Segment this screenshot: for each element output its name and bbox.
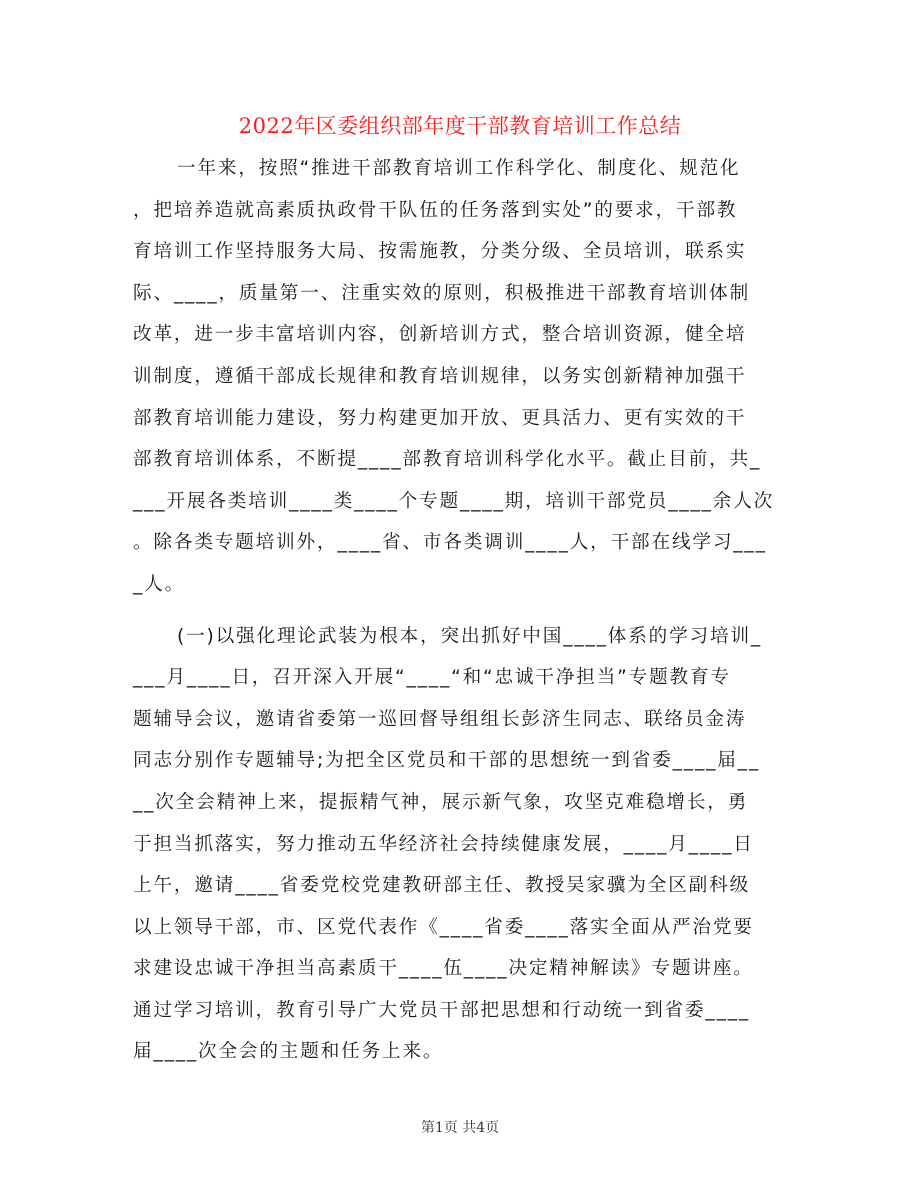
paragraph-gap xyxy=(133,606,793,616)
text-line: _人。 xyxy=(133,573,186,595)
text-line: 于担当抓落实，努力推动五华经济社会持续健康发展，____月____日 xyxy=(133,833,754,855)
text-line: 同志分别作专题辅导;为把全区党员和干部的思想统一到省委____届__ xyxy=(133,750,760,772)
text-line: 以上领导干部，市、区党代表作《____省委____落实全面从严治党要 xyxy=(133,916,754,938)
section-heading-line: (一)以强化理论武装为根本，突出抓好中国____体系的学习培训_ xyxy=(177,625,763,647)
document-body xyxy=(133,148,793,1073)
paragraph-section-1 xyxy=(133,616,793,1074)
text-line: ___开展各类培训____类____个专题____期，培训干部党员____余人次 xyxy=(133,490,775,512)
text-line: 改革，进一步丰富培训内容，创新培训方式，整合培训资源，健全培 xyxy=(133,324,747,346)
text-line: 训制度，遵循干部成长规律和教育培训规律，以务实创新精神加强干 xyxy=(133,365,747,387)
text-line: 通过学习培训，教育引导广大党员干部把思想和行动统一到省委____ xyxy=(133,999,751,1021)
text-line: __次全会精神上来，提振精气神，展示新气象，攻坚克难稳增长，勇 xyxy=(133,791,749,813)
text-line: 育培训工作坚持服务大局、按需施教，分类分级、全员培训，联系实 xyxy=(133,241,747,263)
text-line: ，把培养造就高素质执政骨干队伍的任务落到实处”的要求，干部教 xyxy=(133,199,738,221)
text-line: 题辅导会议，邀请省委第一巡回督导组组长彭济生同志、联络员金涛 xyxy=(133,708,747,730)
text-line: 求建设忠诚干净担当高素质干____伍____决定精神解读》专题讲座。 xyxy=(133,958,754,980)
text-line: 。除各类专题培训外，____省、市各类调训____人，干部在线学习___ xyxy=(133,532,767,554)
paragraph-intro xyxy=(133,148,793,606)
text-line: 际、____，质量第一、注重实效的原则，积极推进干部教育培训体制 xyxy=(133,282,751,304)
text-line: 上午，邀请____省委党校党建教研部主任、教授吴家骥为全区副科级 xyxy=(133,875,751,897)
text-line: 届____次全会的主题和任务上来。 xyxy=(133,1041,444,1063)
page-number-footer: 第1页 共4页 xyxy=(420,1120,500,1136)
text-line: 部教育培训体系，不断提____部教育培训科学化水平。截止目前，共_ xyxy=(133,449,762,471)
document-title: 2022年区委组织部年度干部教育培训工作总结 xyxy=(238,114,682,138)
text-line: ___月____日，召开深入开展“____“和“忠诚干净担当”专题教育专 xyxy=(133,667,731,689)
text-line: 部教育培训能力建设，努力构建更加开放、更具活力、更有实效的干 xyxy=(133,407,747,429)
text-line: 一年来，按照“推进干部教育培训工作科学化、制度化、规范化 xyxy=(177,158,741,179)
